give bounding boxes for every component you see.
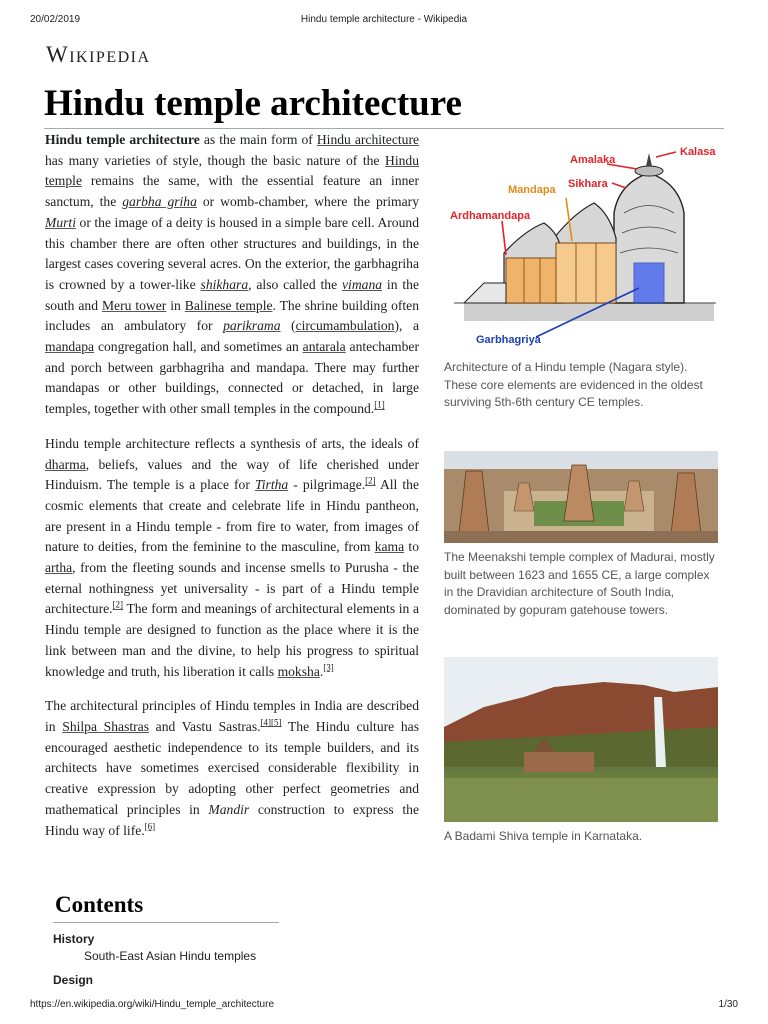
title-divider — [44, 128, 724, 129]
link-antarala[interactable]: antarala — [302, 339, 346, 355]
link-shilpa-shastras[interactable]: Shilpa Shastras — [62, 718, 149, 734]
link-moksha[interactable]: moksha — [277, 663, 320, 679]
link-tirtha[interactable]: Tirtha — [254, 477, 289, 493]
print-header — [30, 14, 738, 28]
figure-caption-meenakshi: The Meenakshi temple complex of Madurai, mostly built between 1623 and 1655 CE, a large complex in the Dravidian architecture of South India, dominated by gopuram gatehouse towers. — [444, 550, 715, 617]
label-ardhamandapa: Ardhamandapa — [450, 210, 531, 222]
label-sikhara: Sikhara — [568, 178, 608, 190]
print-date: 20/02/2019 — [30, 14, 81, 25]
link-hindu-architecture[interactable]: Hindu architecture — [316, 132, 420, 147]
label-amalaka: Amalaka — [570, 154, 616, 166]
print-title: Hindu temple architecture - Wikipedia — [300, 14, 468, 25]
link-meru-tower[interactable]: Meru tower — [101, 297, 167, 313]
contents-divider — [53, 922, 279, 923]
paragraph-principles — [45, 696, 419, 841]
contents-heading: Contents — [55, 892, 144, 917]
text: and Vastu Sastras. — [149, 718, 261, 734]
paragraph-synthesis — [45, 434, 419, 682]
link-dharma[interactable]: dharma — [45, 456, 86, 472]
figure-badami — [444, 657, 718, 846]
text: , from the fleeting sounds and incense smells to Purusha - the eternal nothingness yet universality - is part of a Hindu temple architecture. — [45, 560, 419, 617]
text: . — [319, 663, 324, 679]
link-murti[interactable]: Murti — [45, 214, 76, 230]
text: or the image of a deity is housed in a simple bare cell. Around this chamber there are often other structures and buildings, in the largest cases covering several acres. On the exterior, the garbhagriha is crowned by a tower-like — [45, 214, 419, 292]
text: - pilgrimage. — [288, 477, 366, 493]
meenakshi-photo[interactable] — [444, 451, 718, 543]
term-mandir: Mandir — [208, 801, 250, 817]
link-garbha-griha[interactable]: garbha griha — [122, 194, 197, 210]
garbhagriha-chamber — [634, 263, 664, 303]
link-artha[interactable]: artha — [45, 560, 73, 576]
badami-photo[interactable] — [444, 657, 718, 822]
link-vimana[interactable]: vimana — [342, 276, 383, 292]
lead-term: Hindu temple architecture — [45, 132, 200, 147]
label-mandapa: Mandapa — [508, 184, 556, 196]
label-kalasa: Kalasa — [680, 146, 716, 158]
citation-6[interactable]: [6] — [144, 820, 156, 831]
link-circumambulation[interactable]: circumambulation — [295, 318, 395, 334]
citation-3[interactable]: [3] — [323, 662, 334, 673]
print-footer — [30, 999, 738, 1013]
article-body — [45, 130, 419, 855]
page-title: Hindu temple architecture — [44, 83, 462, 124]
citation-2[interactable]: [2] — [365, 475, 376, 486]
figure-temple-diagram — [444, 143, 718, 412]
text: ( — [280, 318, 296, 334]
text: congregation hall, and sometimes an — [94, 339, 303, 355]
text: , beliefs, values and the way of life cherished under Hinduism. The temple is a place for — [45, 456, 419, 493]
label-garbhagriya: Garbhagriya — [476, 334, 541, 346]
text: or womb-chamber, where the primary — [196, 194, 419, 210]
text: construction to express the Hindu way of life. — [45, 801, 420, 838]
text: , also called the — [248, 276, 343, 292]
text: has many varieties of style, though the basic nature of the — [45, 152, 386, 168]
text: to — [404, 539, 419, 555]
text: Hindu temple architecture reflects a synthesis of arts, the ideals of — [45, 435, 419, 451]
citation-2b[interactable]: [2] — [112, 599, 124, 610]
link-hindu-temple[interactable]: Hindu temple — [45, 152, 419, 189]
text: The architectural principles of Hindu temples in India are described in — [45, 698, 419, 734]
text: in — [166, 297, 185, 313]
link-shikhara[interactable]: shikhara — [200, 276, 249, 292]
text: ), a — [394, 318, 419, 334]
text: The Hindu culture has encouraged aesthetic independence to its temple builders, and its architects have sometimes exercised considerable flexibility in creative expression by adopting other perfect geometries and mathematical principles in — [45, 718, 419, 817]
toc-item-history[interactable]: History — [53, 932, 95, 946]
citation-5[interactable]: [5] — [271, 717, 282, 728]
link-kama[interactable]: kama — [374, 539, 405, 555]
text: remains the same, with the essential feature an inner sanctum, the — [45, 173, 419, 210]
toc-item-south-east-asian[interactable]: South-East Asian Hindu temples — [84, 949, 257, 963]
figure-meenakshi — [444, 451, 718, 619]
text: The form and meanings of architectural elements in a Hindu temple are designed to function as the place where it is the link between man and the divine, to help his progress to spiritual knowledge and truth, his liberation it calls — [45, 601, 419, 679]
figure-caption-badami: A Badami Shiva temple in Karnataka. — [444, 829, 643, 843]
link-mandapa[interactable]: mandapa — [45, 339, 95, 355]
text: . The shrine building often includes an ambulatory for — [45, 297, 420, 334]
lake — [444, 772, 718, 822]
print-page-number: 1/30 — [718, 999, 738, 1010]
paragraph-intro — [45, 130, 419, 420]
citation-1[interactable]: [1] — [374, 399, 385, 410]
temple-diagram-image[interactable] — [444, 143, 718, 353]
print-url: https://en.wikipedia.org/wiki/Hindu_temple_architecture — [30, 999, 275, 1010]
figure-caption-diagram: Architecture of a Hindu temple (Nagara style). These core elements are evidenced in the oldest surviving 5th-6th century CE temples. — [444, 360, 703, 409]
amalaka-shape — [635, 166, 663, 176]
toc-item-design[interactable]: Design — [53, 973, 94, 987]
citation-4[interactable]: [4] — [260, 717, 272, 728]
text: All the cosmic elements that create and celebrate life in Hindu pantheon, are present in a Hindu temple - from fire to water, from images of nature to deities, from the feminine to the masculine, from — [45, 477, 419, 555]
text: as the main form of — [199, 132, 317, 147]
text: in the south and — [45, 276, 420, 313]
mandapa-hall — [556, 243, 616, 303]
ardhamandapa-hall — [506, 258, 556, 303]
link-balinese-temple[interactable]: Balinese temple — [184, 297, 273, 313]
wikipedia-wordmark[interactable]: Wikipedia — [46, 42, 151, 67]
link-parikrama[interactable]: parikrama — [223, 318, 281, 334]
text: antechamber and porch between garbhagriha and mandapa. There may further mandapas or other buildings, connected or detached, in large temples, together with other small temples in the compound. — [45, 339, 419, 417]
